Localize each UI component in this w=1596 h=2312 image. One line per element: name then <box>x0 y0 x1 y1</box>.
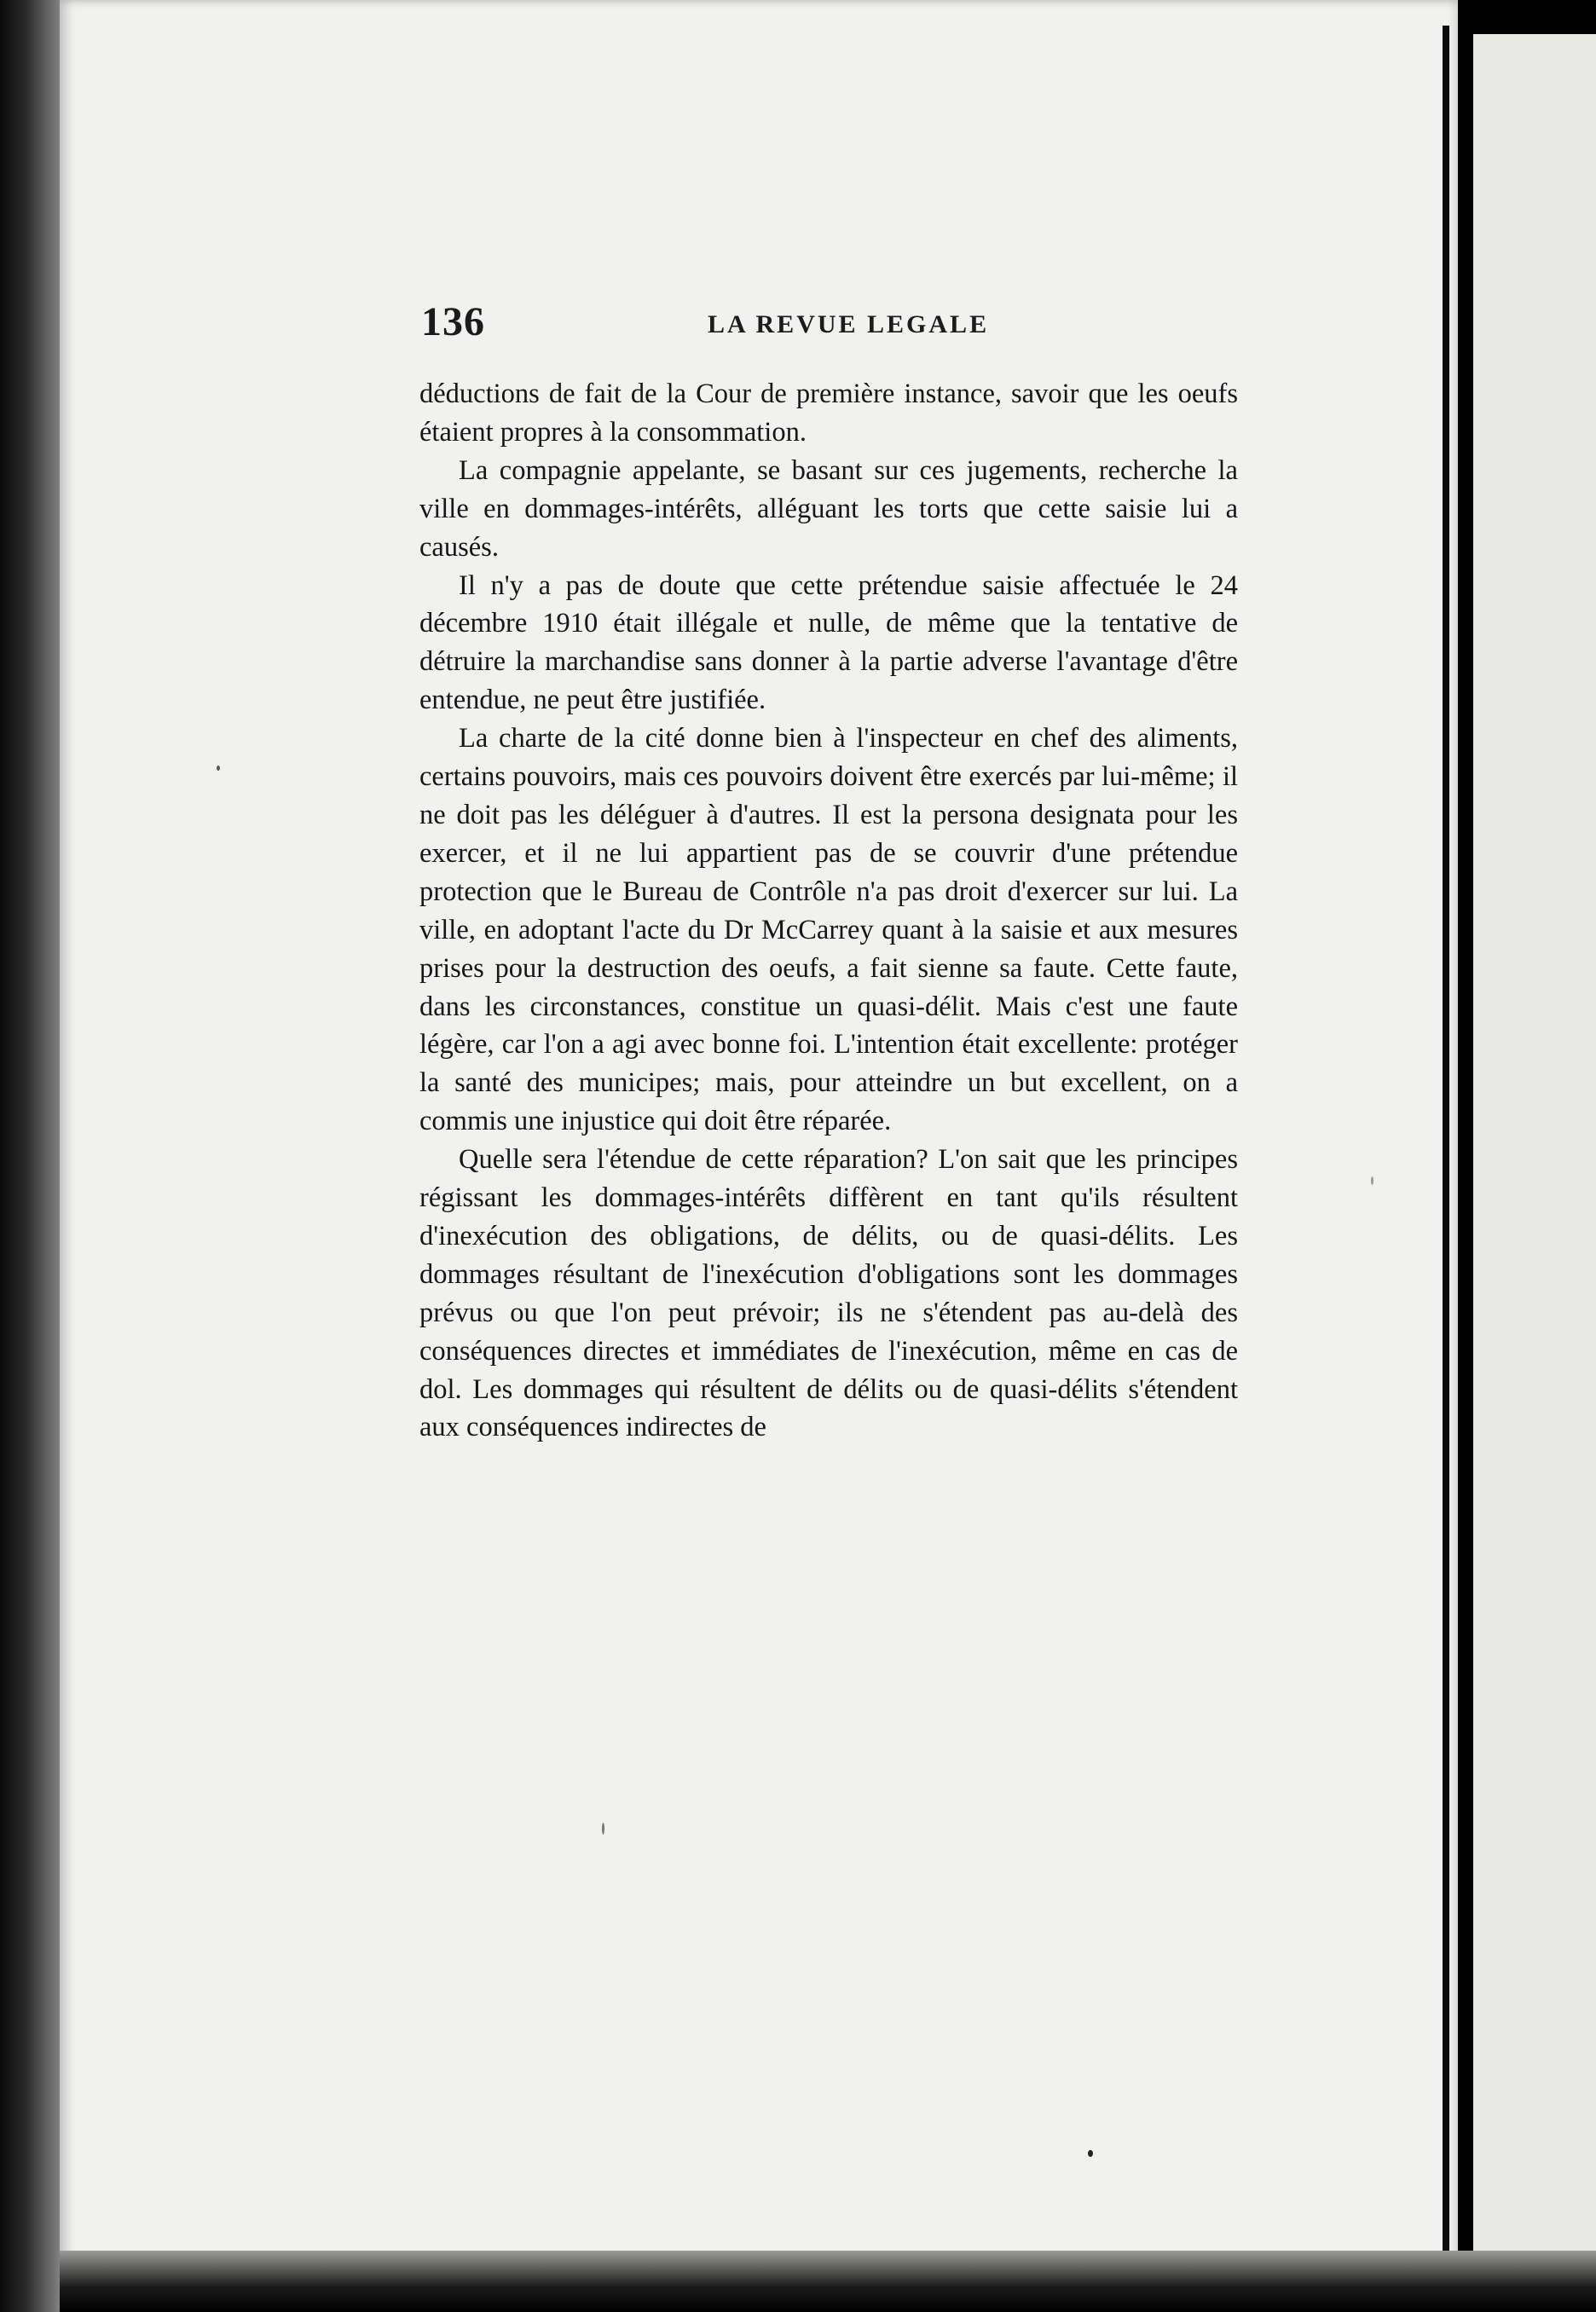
scan-speck <box>1371 1176 1373 1185</box>
bottom-edge-shadow <box>60 2251 1596 2312</box>
paragraph: Quelle sera l'étendue de cette réparation? L'on sait que les principes régissant les dommages-intérêts diffèrent en tant qu'ils résultent d'inexécution des obligations, de délits, ou de quasi-délits. Les dommages résultant de l'inexécution d'obligations sont les dommages prévus ou que l'on peut prévoir; ils ne s'étendent pas au-delà des conséquences directes et immédiates de l'inexécution, même en cas de dol. Les dommages qui résultent de délits ou de quasi-délits s'étendent aux conséquences indirectes de <box>419 1144 1238 1443</box>
scan-speck <box>1088 2150 1093 2157</box>
journal-title: LA REVUE LEGALE <box>708 310 990 338</box>
left-binding-edge <box>0 0 64 2312</box>
scan-speck <box>602 1823 604 1835</box>
scan-speck <box>217 766 220 771</box>
paragraph: La charte de la cité donne bien à l'inspecteur en chef des aliments, certains pouvoirs, mais ces pouvoirs doivent être exercés par lui-même; il ne doit pas les déléguer à d'autres. Il est la persona designata pour les exercer, et il ne lui appartient pas de se couvrir d'une prétendue protection que le Bureau de Contrôle n'a pas droit d'exercer sur lui. La ville, en adoptant l'acte du Dr McCarrey quant à la saisie et aux mesures prises pour la destruction des oeufs, a fait sienne sa faute. Cette faute, dans les circonstances, constitue un quasi-délit. Mais c'est une faute légère, car l'on a agi avec bonne foi. L'intention était excellente: protéger la santé des municipes; mais, pour atteindre un but excellent, on a commis une injustice qui doit être réparée. <box>419 723 1238 1137</box>
running-head <box>421 298 1257 350</box>
adjacent-page-edge <box>1473 34 1596 2276</box>
page-gutter-line <box>1443 26 1449 2276</box>
paragraph-continuation: déductions de fait de la Cour de première instance, savoir que les oeufs étaient propres à la consommation. <box>419 379 1238 448</box>
body-text <box>419 375 1238 1447</box>
paragraph: Il n'y a pas de doute que cette prétendue saisie affectuée le 24 décembre 1910 était illégale et nulle, de même que la tentative de détruire la marchandise sans donner à la partie adverse l'avantage d'être entendue, ne peut être justifiée. <box>419 569 1238 716</box>
page-number: 136 <box>421 299 485 344</box>
paragraph: La compagnie appelante, se basant sur ces jugements, recherche la ville en dommages-intérêts, alléguant les torts que cette saisie lui a causés. <box>419 454 1238 563</box>
